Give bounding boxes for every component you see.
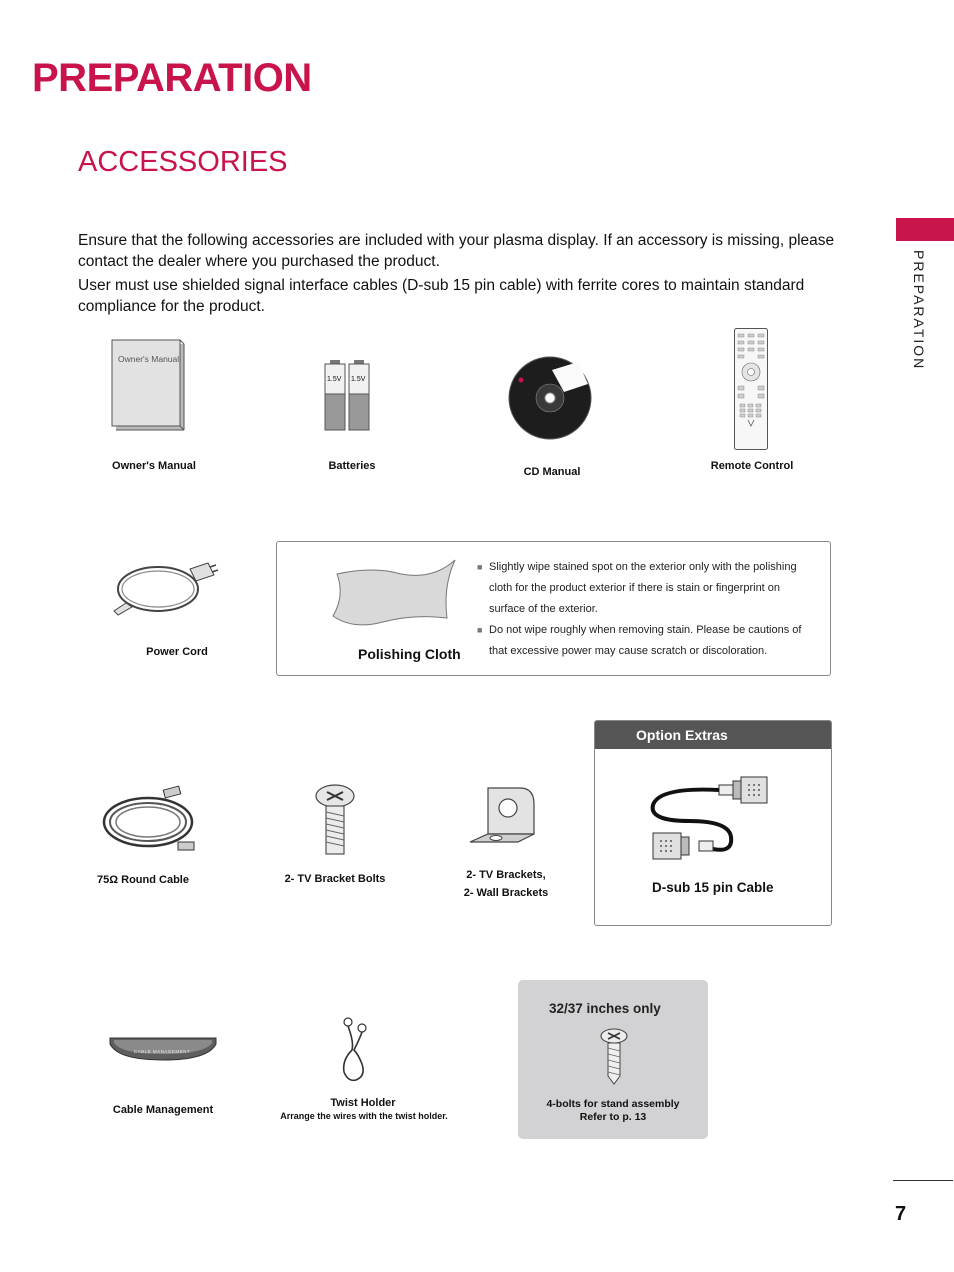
bracket-icon — [468, 784, 538, 844]
bullet-square-icon: ■ — [477, 562, 483, 572]
inches-only-header: 32/37 inches only — [549, 1001, 661, 1016]
wall-brackets-label: 2- Wall Brackets — [463, 887, 549, 899]
cd-manual-label: CD Manual — [523, 466, 581, 478]
side-tab-marker — [896, 218, 954, 241]
twist-holder-icon — [334, 1016, 374, 1084]
inches-only-panel — [518, 980, 708, 1139]
power-cord-label: Power Cord — [146, 646, 208, 658]
side-section-label: PREPARATION — [911, 250, 927, 371]
intro-paragraph-1: Ensure that the following accessories are included with your plasma display. If an accessory is missing, please contact the dealer where you purchased the product. — [78, 232, 835, 270]
cable-management-print: CABLE MANAGEMENT — [133, 1049, 191, 1054]
power-cord-icon — [112, 555, 218, 617]
remote-control-icon — [734, 328, 768, 450]
option-extras-panel — [594, 720, 832, 926]
batteries-icon — [324, 360, 372, 432]
tv-brackets-label: 2- TV Brackets, — [466, 869, 546, 881]
polishing-note-1: Slightly wipe stained spot on the exterior only with the polishing cloth for the product exterior if there is stain or fingerprint on surface of the exterior. — [489, 561, 797, 615]
polishing-cloth-icon — [333, 556, 457, 636]
dsub-cable-icon — [649, 775, 773, 865]
twist-holder-label: Twist Holder — [330, 1097, 396, 1109]
bracket-bolts-label: 2- TV Bracket Bolts — [284, 873, 386, 885]
footer-rule — [893, 1180, 953, 1181]
option-extras-header: Option Extras — [636, 727, 728, 743]
section-title: ACCESSORIES — [78, 146, 288, 178]
page-number: 7 — [895, 1203, 907, 1225]
polishing-note-2: Do not wipe roughly when removing stain. Please be cautions of that excessive power may cause scratch or discoloration. — [489, 624, 802, 657]
batteries-label: Batteries — [328, 460, 376, 472]
cable-management-label: Cable Management — [112, 1104, 214, 1116]
battery-1-voltage: 1.5V — [327, 376, 342, 383]
round-cable-icon — [100, 786, 200, 852]
page-title: PREPARATION — [32, 56, 312, 100]
dsub-cable-label: D-sub 15 pin Cable — [652, 880, 774, 895]
owners-manual-label: Owner's Manual — [112, 460, 196, 472]
intro-paragraph-2: User must use shielded signal interface cables (D-sub 15 pin cable) with ferrite cores to maintain standard compliance for the product. — [78, 277, 805, 315]
bracket-bolt-icon — [314, 784, 356, 856]
twist-holder-note: Arrange the wires with the twist holder. — [280, 1111, 448, 1121]
bullet-square-icon: ■ — [477, 625, 483, 635]
stand-bolts-reference: Refer to p. 13 — [579, 1111, 647, 1123]
stand-bolt-icon — [600, 1028, 628, 1086]
cd-icon — [508, 356, 592, 440]
polishing-cloth-label: Polishing Cloth — [358, 646, 461, 662]
remote-control-label: Remote Control — [710, 460, 794, 472]
stand-bolts-label: 4-bolts for stand assembly — [546, 1098, 680, 1110]
polishing-cloth-panel — [276, 541, 831, 676]
battery-2-voltage: 1.5V — [351, 376, 366, 383]
owners-manual-cover-text: Owner's Manual — [118, 354, 180, 364]
round-cable-label: 75Ω Round Cable — [97, 874, 189, 886]
